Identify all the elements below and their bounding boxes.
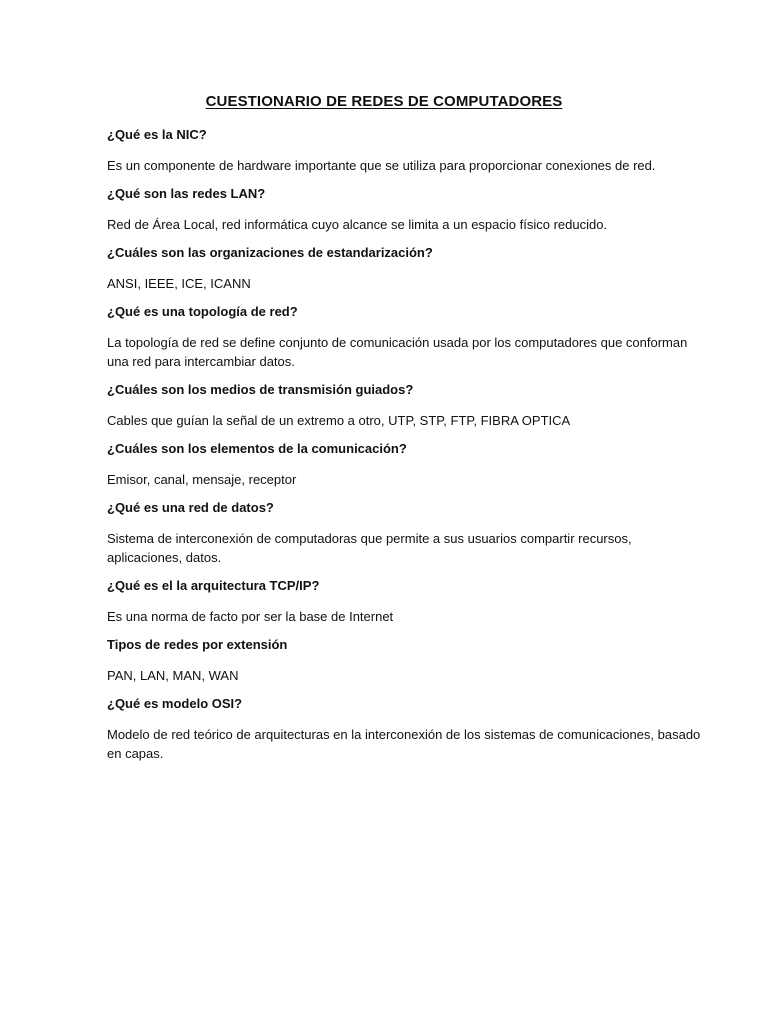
question: ¿Qué son las redes LAN? [107,186,266,201]
question: Tipos de redes por extensión [107,637,288,652]
qa-item-guided-media [107,381,707,430]
qa-item-topology [107,303,707,371]
answer: Es una norma de facto por ser la base de Internet [107,609,394,624]
answer: Sistema de interconexión de computadoras que permite a sus usuarios compartir recursos, aplicaciones, datos. [107,531,632,565]
qa-item-osi [107,695,707,763]
question: ¿Cuáles son los medios de transmisión guiados? [107,382,414,397]
qa-item-network-types [107,636,707,685]
answer: La topología de red se define conjunto de comunicación usada por los computadores que conforman una red para intercambiar datos. [107,335,688,369]
qa-item-tcpip [107,577,707,626]
answer: PAN, LAN, MAN, WAN [107,668,239,683]
question: ¿Cuáles son las organizaciones de estandarización? [107,245,433,260]
qa-item-nic [107,126,707,175]
question: ¿Qué es la NIC? [107,127,207,142]
answer: Modelo de red teórico de arquitecturas en la interconexión de los sistemas de comunicaciones, basado en capas. [107,727,701,761]
qa-list [107,126,707,773]
answer: Es un componente de hardware importante que se utiliza para proporcionar conexiones de red. [107,158,656,173]
answer: Emisor, canal, mensaje, receptor [107,472,297,487]
qa-item-standards [107,244,707,293]
answer: Red de Área Local, red informática cuyo alcance se limita a un espacio físico reducido. [107,217,608,232]
question: ¿Cuáles son los elementos de la comunicación? [107,441,407,456]
qa-item-communication-elements [107,440,707,489]
qa-item-data-network [107,499,707,567]
question: ¿Qué es el la arquitectura TCP/IP? [107,578,320,593]
answer: ANSI, IEEE, ICE, ICANN [107,276,251,291]
qa-item-lan [107,185,707,234]
question: ¿Qué es una red de datos? [107,500,274,515]
document-title: CUESTIONARIO DE REDES DE COMPUTADORES [205,93,563,110]
question: ¿Qué es modelo OSI? [107,696,243,711]
answer: Cables que guían la señal de un extremo a otro, UTP, STP, FTP, FIBRA OPTICA [107,413,571,428]
question: ¿Qué es una topología de red? [107,304,298,319]
